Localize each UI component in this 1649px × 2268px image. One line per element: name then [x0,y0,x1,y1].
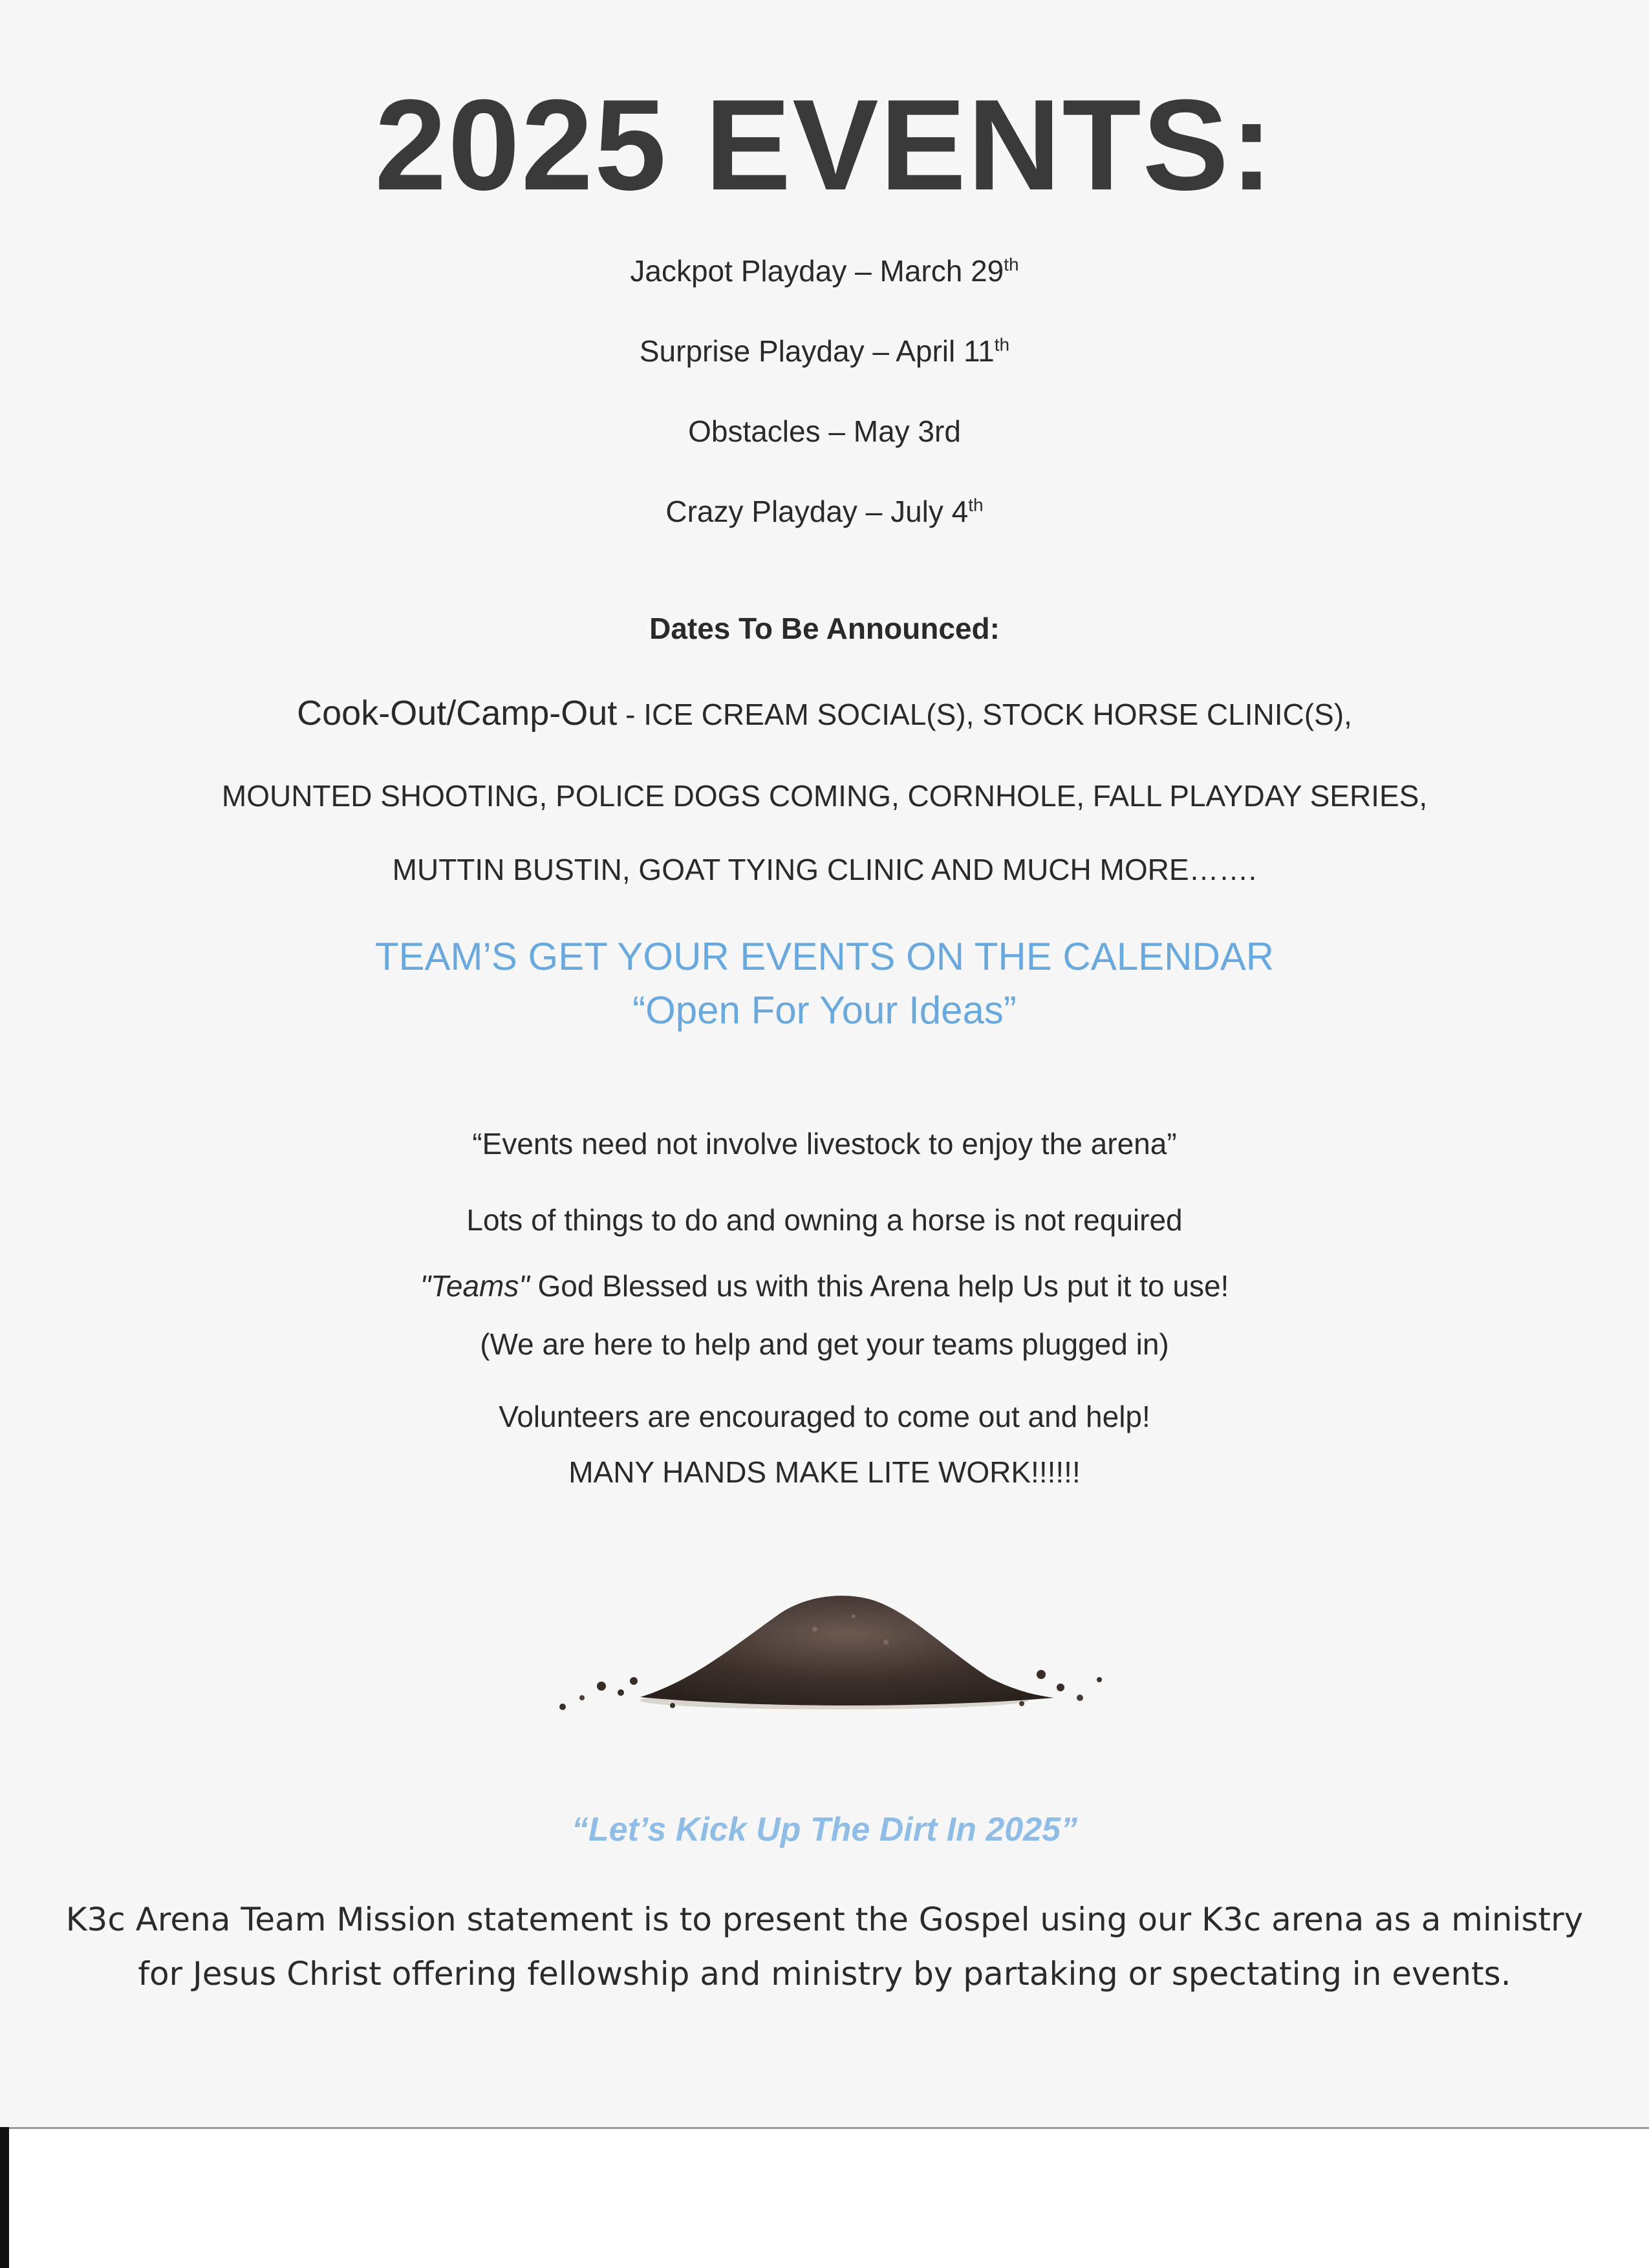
event-label: Surprise Playday – April 11 [639,334,995,368]
date-suffix: th [968,495,984,515]
scan-edge [0,2127,9,2268]
date-suffix: th [1004,254,1019,275]
date-suffix: th [994,334,1010,355]
livestock-quote: “Events need not involve livestock to enjoy the arena” [472,1127,1177,1161]
event-jackpot-playday [0,253,1649,288]
event-label: Crazy Playday – July 4 [665,495,969,528]
teams-message [0,1268,1649,1303]
event-label: Jackpot Playday – March 29 [630,254,1004,288]
tba-line-1-rest: - ICE CREAM SOCIAL(S), STOCK HORSE CLINIC(S), [617,698,1352,731]
page-title: 2025 EVENTS: [374,73,1275,217]
slogan: “Let’s Kick Up The Dirt In 2025” [571,1811,1078,1848]
teams-message-rest: God Blessed us with this Arena help Us put it to use! [529,1269,1229,1303]
tba-line-2: MOUNTED SHOOTING, POLICE DOGS COMING, CORNHOLE, FALL PLAYDAY SERIES, [221,779,1428,813]
event-crazy-playday [0,494,1649,529]
open-for-ideas: “Open For Your Ideas” [632,989,1017,1032]
tba-cookout: Cook-Out/Camp-Out [297,694,618,733]
tba-line-3: MUTTIN BUSTIN, GOAT TYING CLINIC AND MUCH MORE……. [392,853,1257,886]
dirt-pile-image [543,1571,1125,1720]
event-label: Obstacles – May 3rd [688,414,961,448]
event-obstacles [0,414,1649,449]
tba-heading: Dates To Be Announced: [649,612,1000,645]
event-surprise-playday [0,334,1649,369]
mission-line-1: K3c Arena Team Mission statement is to present the Gospel using our K3c arena as a ministry [65,1901,1584,1938]
tba-line-1 [0,693,1649,733]
calendar-callout: TEAM’S GET YOUR EVENTS ON THE CALENDAR [374,935,1275,978]
mission-line-2: for Jesus Christ offering fellowship and ministry by partaking or spectating in events. [138,1955,1511,1993]
volunteers-message: Volunteers are encouraged to come out and help! [499,1400,1150,1433]
many-hands-message: MANY HANDS MAKE LITE WORK!!!!!! [568,1455,1081,1489]
horse-not-required: Lots of things to do and owning a horse is not required [466,1203,1183,1237]
help-message: (We are here to help and get your teams plugged in) [480,1327,1169,1361]
teams-word: "Teams" [420,1269,530,1303]
scan-margin [0,2127,1649,2268]
